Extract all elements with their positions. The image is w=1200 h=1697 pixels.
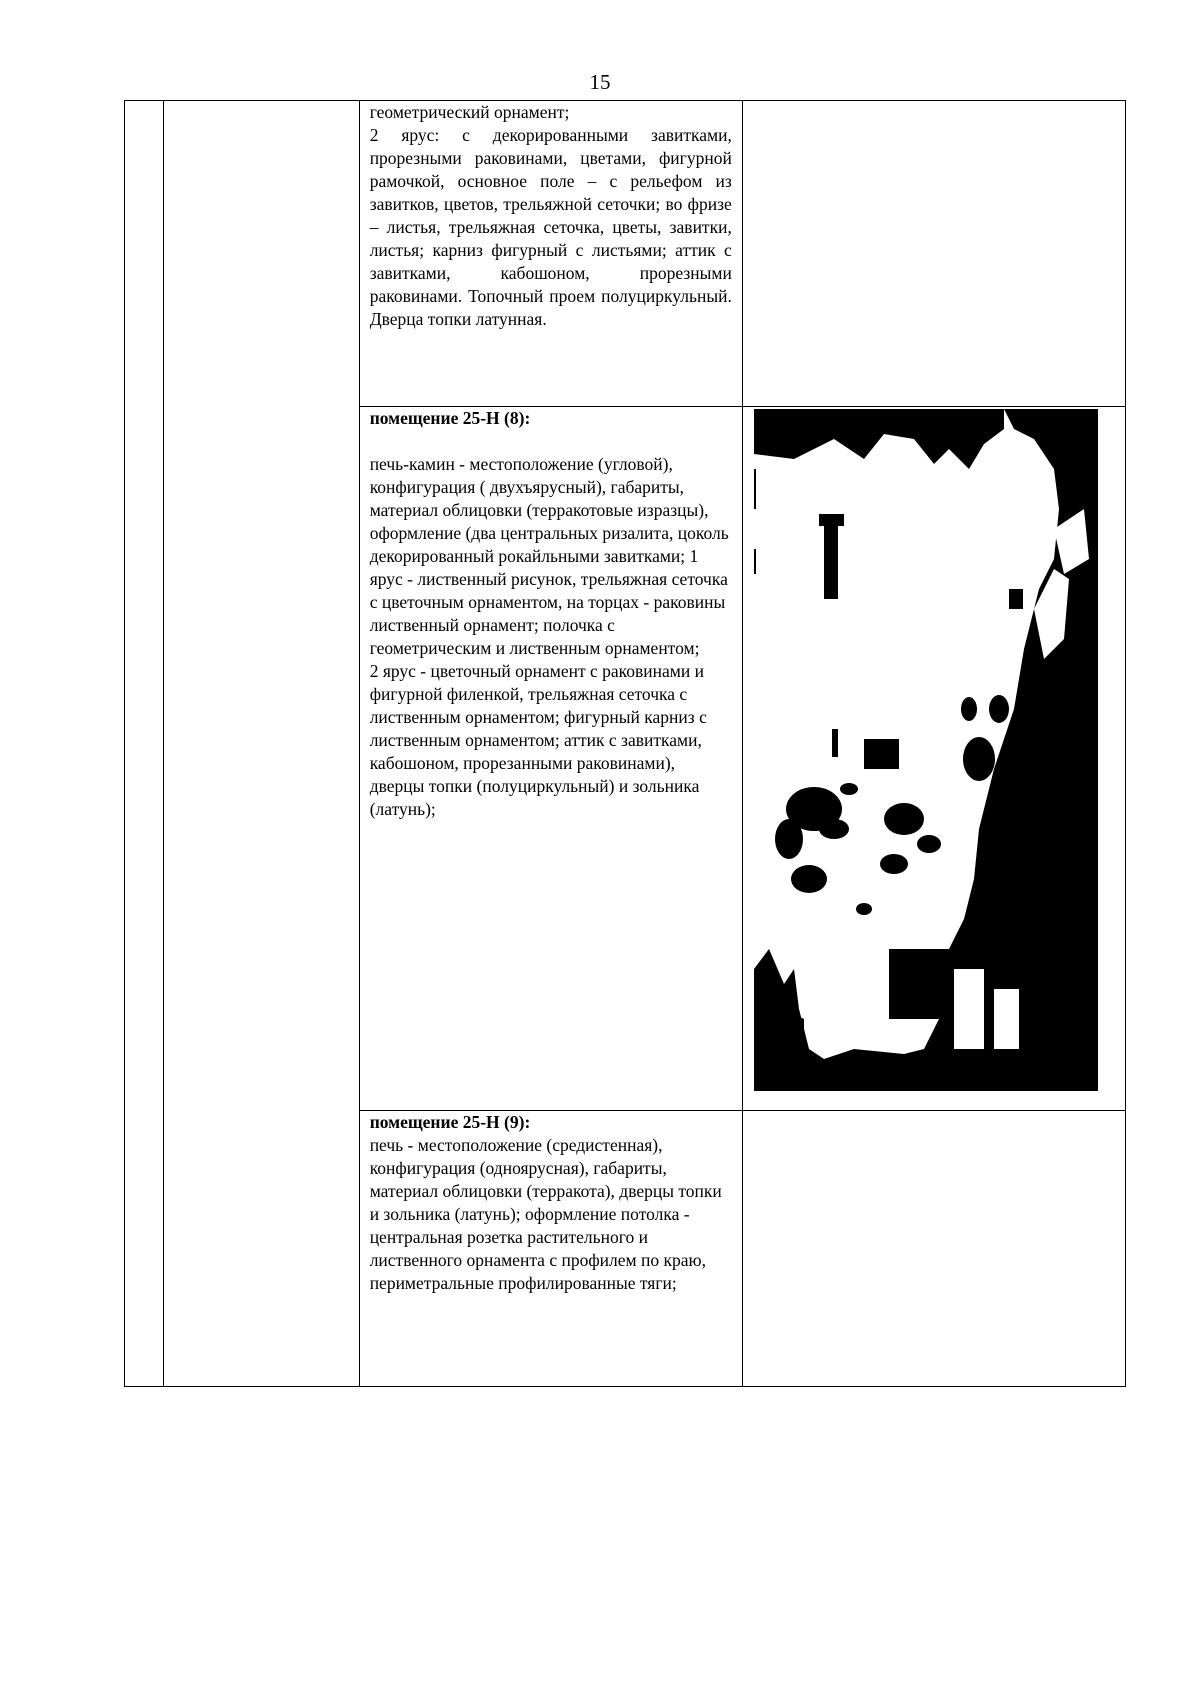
description-line: геометрический орнамент; — [369, 102, 570, 122]
page-number: 15 — [589, 70, 611, 94]
description-cell — [359, 101, 742, 407]
room-heading: помещение 25-Н (9): — [369, 1112, 531, 1132]
room-heading: помещение 25-Н (8): — [369, 408, 531, 428]
description-line: печь-камин - местоположение (угловой), конфигурация ( двухъярусный), габариты, материал облицовки (терракотовые изразцы), оформление (два центральных ризалита, цоколь декорированный рокайльными завитками; 1 ярус - лиственный рисунок, трельяжная сеточка с цветочным орнаментом, на торцах - раковины лиственный орнамент; полочка с геометрическим и лиственным орнаментом; — [369, 454, 729, 658]
description-line: 2 ярус - цветочный орнамент с раковинами и фигурной филенкой, трельяжная сеточка с лиственным орнаментом; фигурный карниз с лиственным орнаментом; аттик с завитками, кабошоном, прорезанными раковинами), дверцы топки (полуциркульный) и зольника (латунь); — [369, 661, 707, 819]
photo-cell — [742, 101, 1125, 407]
description-text — [360, 1111, 742, 1295]
object-cell — [164, 101, 360, 1387]
heritage-table — [124, 100, 1126, 1387]
description-text — [360, 407, 742, 821]
description-line: 2 ярус: с декорированными завитками, прорезными раковинами, цветами, фигурной рамочкой, основное поле – с рельефом из завитков, цветов, трельяжной сеточки; во фризе – листья, трельяжная сеточка, цветы, завитки, листья; карниз фигурный с листьями; аттик с завитками, кабошоном, прорезными раковинами. Топочный проем полуциркульный. Дверца топки латунная. — [369, 125, 732, 329]
description-cell — [359, 1111, 742, 1387]
number-cell — [125, 101, 164, 1387]
photo-cell — [742, 1111, 1125, 1387]
photo-cell — [742, 407, 1125, 1111]
description-cell — [359, 407, 742, 1111]
stove-photo — [754, 409, 1098, 1091]
description-text — [360, 101, 742, 331]
description-line: печь - местоположение (средистенная), конфигурация (одноярусная), габариты, материал облицовки (терракота), дверцы топки и зольника (латунь); оформление потолка - центральная розетка растительного и лиственного орнамента с профилем по краю, периметральные профилированные тяги; — [369, 1135, 722, 1293]
table-row — [125, 101, 1126, 407]
